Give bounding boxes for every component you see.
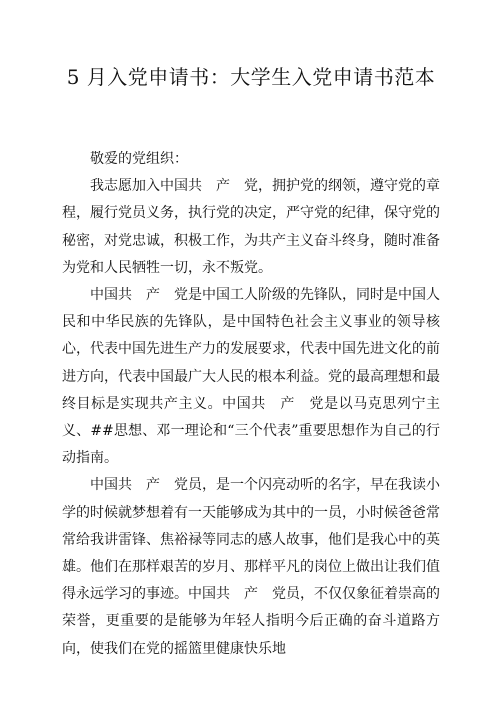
paragraph-3: 中国共 产 党员，是一个闪亮动听的名字，早在我读小学的时候就梦想着有一天能够成为其中的一员，小时候爸爸常常给我讲雷锋、焦裕禄等同志的感人故事，他们是我心中的英雄。他们在那样艰苦的岁月、那样平凡的岗位上做出让我们值得永远学习的事迹。中国共 产 党员，不仅仅象征着崇高的荣誉，更重要的是能够为年轻人指明今后正确的奋斗道路方向，使我们在党的摇篮里健康快乐地 (62, 477, 440, 657)
greeting: 敬爱的党组织： (90, 151, 188, 167)
paragraph-1: 我志愿加入中国共 产 党，拥护党的纲领，遵守党的章程，履行党员义务，执行党的决定，严守党的纪律，保守党的秘密，对党忠诚，积极工作，为共产主义奋斗终身，随时准备为党和人民牺牲一切，永不叛党。 (62, 178, 440, 276)
paragraph-2: 中国共 产 党是中国工人阶级的先锋队，同时是中国人民和中华民族的先锋队，是中国特色社会主义事业的领导核心，代表中国先进生产力的发展要求，代表中国先进文化的前进方向，代表中国最广大人民的根本利益。党的最高理想和最终目标是实现共产主义。中国共 产 党是以马克思列宁主义、##思想、邓一理论和“三个代表”重要思想作为自己的行动指南。 (62, 287, 440, 467)
document-body (62, 146, 440, 663)
document-title: 5 月入党申请书：大学生入党申请书范本 (66, 65, 436, 89)
